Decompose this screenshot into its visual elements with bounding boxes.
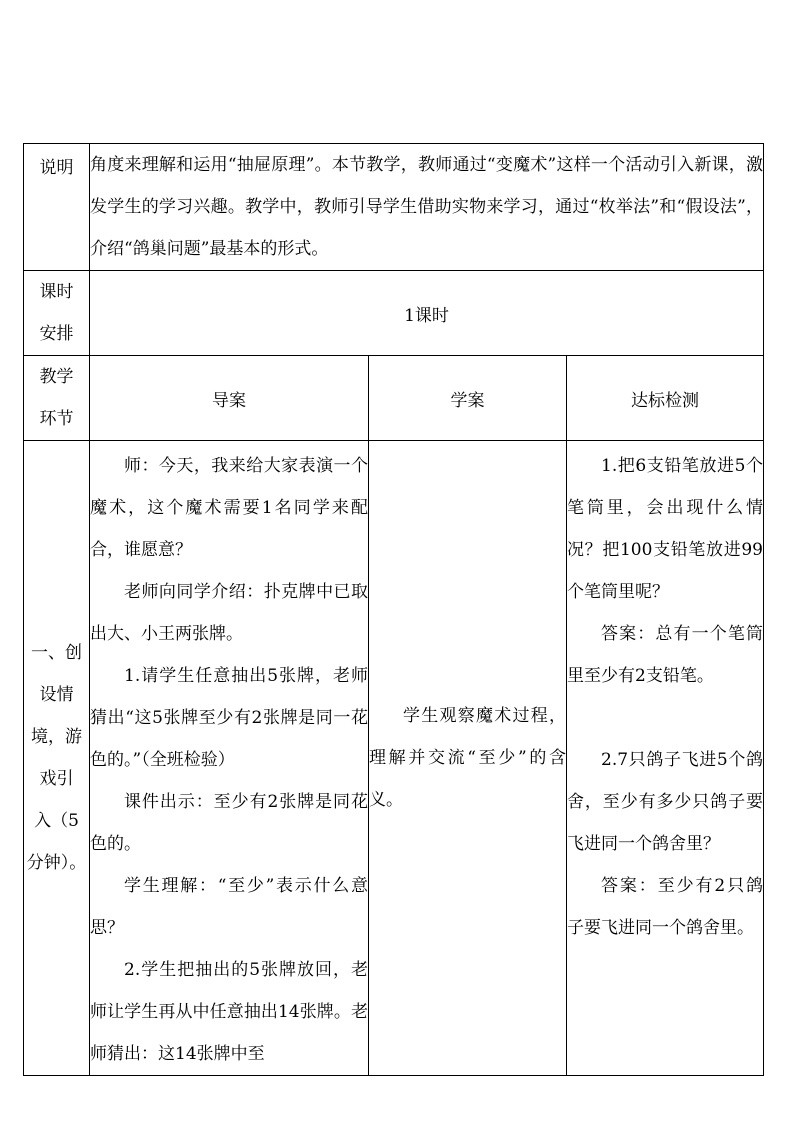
guide-paragraph: 学生理解：“至少”表示什么意思？ xyxy=(90,876,368,938)
check-paragraph: 1.把6支铅笔放进5个笔筒里，会出现什么情况？把100支铅笔放进99个笔筒里呢？ xyxy=(567,456,764,602)
check-paragraph: 答案：总有一个笔筒里至少有2支铅笔。 xyxy=(567,624,764,686)
section1-label xyxy=(24,441,90,1076)
schedule-label xyxy=(24,271,90,356)
header-row xyxy=(24,356,764,441)
check-cell xyxy=(567,441,764,1076)
section1-label-line: 戏引 xyxy=(39,769,74,789)
section1-label-line: 境，游 xyxy=(31,727,82,747)
section1-label-line: 一、创 xyxy=(31,643,82,663)
check-paragraph: 答案：至少有2只鸽子要飞进同一个鸽舍里。 xyxy=(567,876,764,938)
guide-paragraph: 1.请学生任意抽出5张牌，老师猜出“这5张牌至少有2张牌是同一花色的。”（全班检验） xyxy=(90,666,368,770)
description-row xyxy=(24,144,764,271)
section1-label-line: 分钟）。 xyxy=(26,853,87,873)
description-label: 说明 xyxy=(24,144,90,271)
guide-paragraph: 课件出示：至少有2张牌是同花色的。 xyxy=(90,792,368,854)
schedule-row xyxy=(24,271,764,356)
check-header: 达标检测 xyxy=(567,356,764,441)
lesson-plan-table xyxy=(23,143,764,1076)
section1-row xyxy=(24,441,764,1076)
check-paragraph: 2.7只鸽子飞进5个鸽舍，至少有多少只鸽子要飞进同一个鸽舍里？ xyxy=(567,750,764,854)
guide-header: 导案 xyxy=(90,356,369,441)
guide-paragraph: 老师向同学介绍：扑克牌中已取出大、小王两张牌。 xyxy=(90,582,368,644)
study-cell xyxy=(369,441,567,1076)
study-header: 学案 xyxy=(369,356,567,441)
stage-label xyxy=(24,356,90,441)
schedule-label-line1: 课时 xyxy=(39,282,74,302)
guide-paragraph: 2.学生把抽出的5张牌放回，老师让学生再从中任意抽出14张牌。老师猜出：这14张牌中至 xyxy=(90,960,368,1064)
guide-paragraph: 师：今天，我来给大家表演一个魔术，这个魔术需要1名同学来配合，谁愿意？ xyxy=(90,456,368,560)
description-text: 角度来理解和运用“抽屉原理”。本节教学，教师通过“变魔术”这样一个活动引入新课，激发学生的学习兴趣。教学中，教师引导学生借助实物来学习，通过“枚举法”和“假设法”，介绍“鸽巢问题”最基本的形式。 xyxy=(90,144,764,271)
schedule-label-line2: 安排 xyxy=(39,324,74,344)
section1-label-line: 入（5 xyxy=(34,811,79,831)
guide-cell xyxy=(90,441,369,1076)
stage-label-line2: 环节 xyxy=(39,409,74,429)
study-paragraph: 学生观察魔术过程，理解并交流“至少”的含义。 xyxy=(369,706,566,810)
section1-label-line: 设情 xyxy=(39,685,74,705)
stage-label-line1: 教学 xyxy=(39,367,74,387)
schedule-value: 1课时 xyxy=(90,271,764,356)
